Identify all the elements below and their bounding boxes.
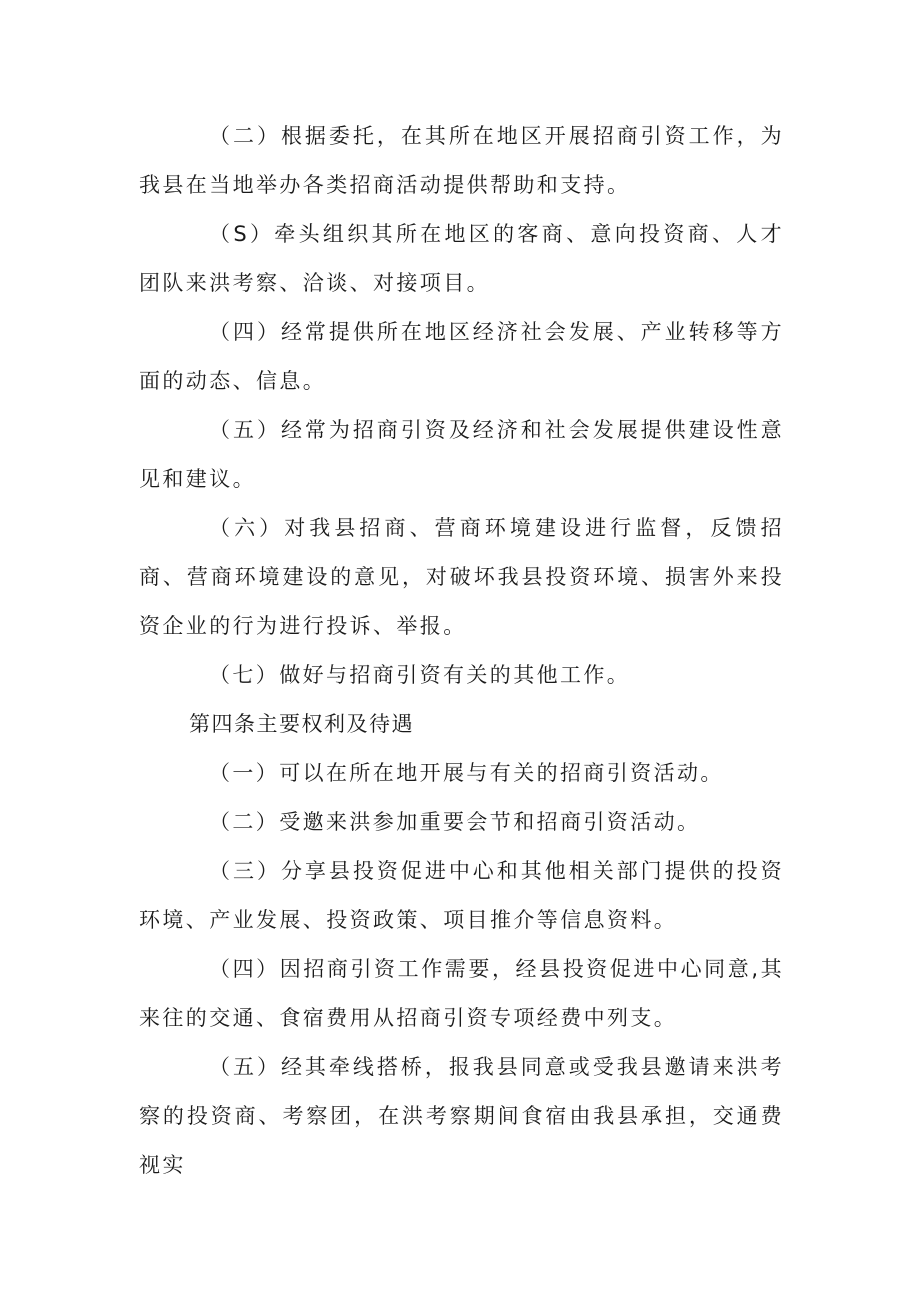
document-body bbox=[139, 112, 784, 1190]
rights-item-5: （五）经其牵线搭桥，报我县同意或受我县邀请来洪考察的投资商、考察团，在洪考察期间食宿由我县承担，交通费视实 bbox=[139, 1055, 784, 1177]
paragraph-item-6: （六）对我县招商、营商环境建设进行监督，反馈招商、营商环境建设的意见，对破坏我县投资环境、损害外来投资企业的行为进行投诉、举报。 bbox=[139, 516, 784, 638]
paragraph-item-5: （五）经常为招商引资及经济和社会发展提供建设性意见和建议。 bbox=[139, 418, 784, 491]
rights-item-2: （二）受邀来洪参加重要会节和招商引资活动。 bbox=[209, 810, 701, 834]
paragraph-item-7: （七）做好与招商引资有关的其他工作。 bbox=[209, 663, 631, 687]
rights-item-3: （三）分享县投资促进中心和其他相关部门提供的投资环境、产业发展、投资政策、项目推介等信息资料。 bbox=[139, 859, 784, 932]
paragraph-item-4: （四）经常提供所在地区经济社会发展、产业转移等方面的动态、信息。 bbox=[139, 320, 784, 393]
article-4-heading: 第四条主要权利及待遇 bbox=[189, 712, 414, 736]
paragraph-item-2: （二）根据委托，在其所在地区开展招商引资工作，为我县在当地举办各类招商活动提供帮助和支持。 bbox=[139, 124, 784, 197]
rights-item-4: （四）因招商引资工作需要，经县投资促进中心同意,其来往的交通、食宿费用从招商引资专项经费中列支。 bbox=[139, 957, 784, 1030]
paragraph-item-3: （S）牵头组织其所在地区的客商、意向投资商、人才团队来洪考察、洽谈、对接项目。 bbox=[139, 222, 784, 295]
rights-item-1: （一）可以在所在地开展与有关的招商引资活动。 bbox=[209, 761, 724, 785]
